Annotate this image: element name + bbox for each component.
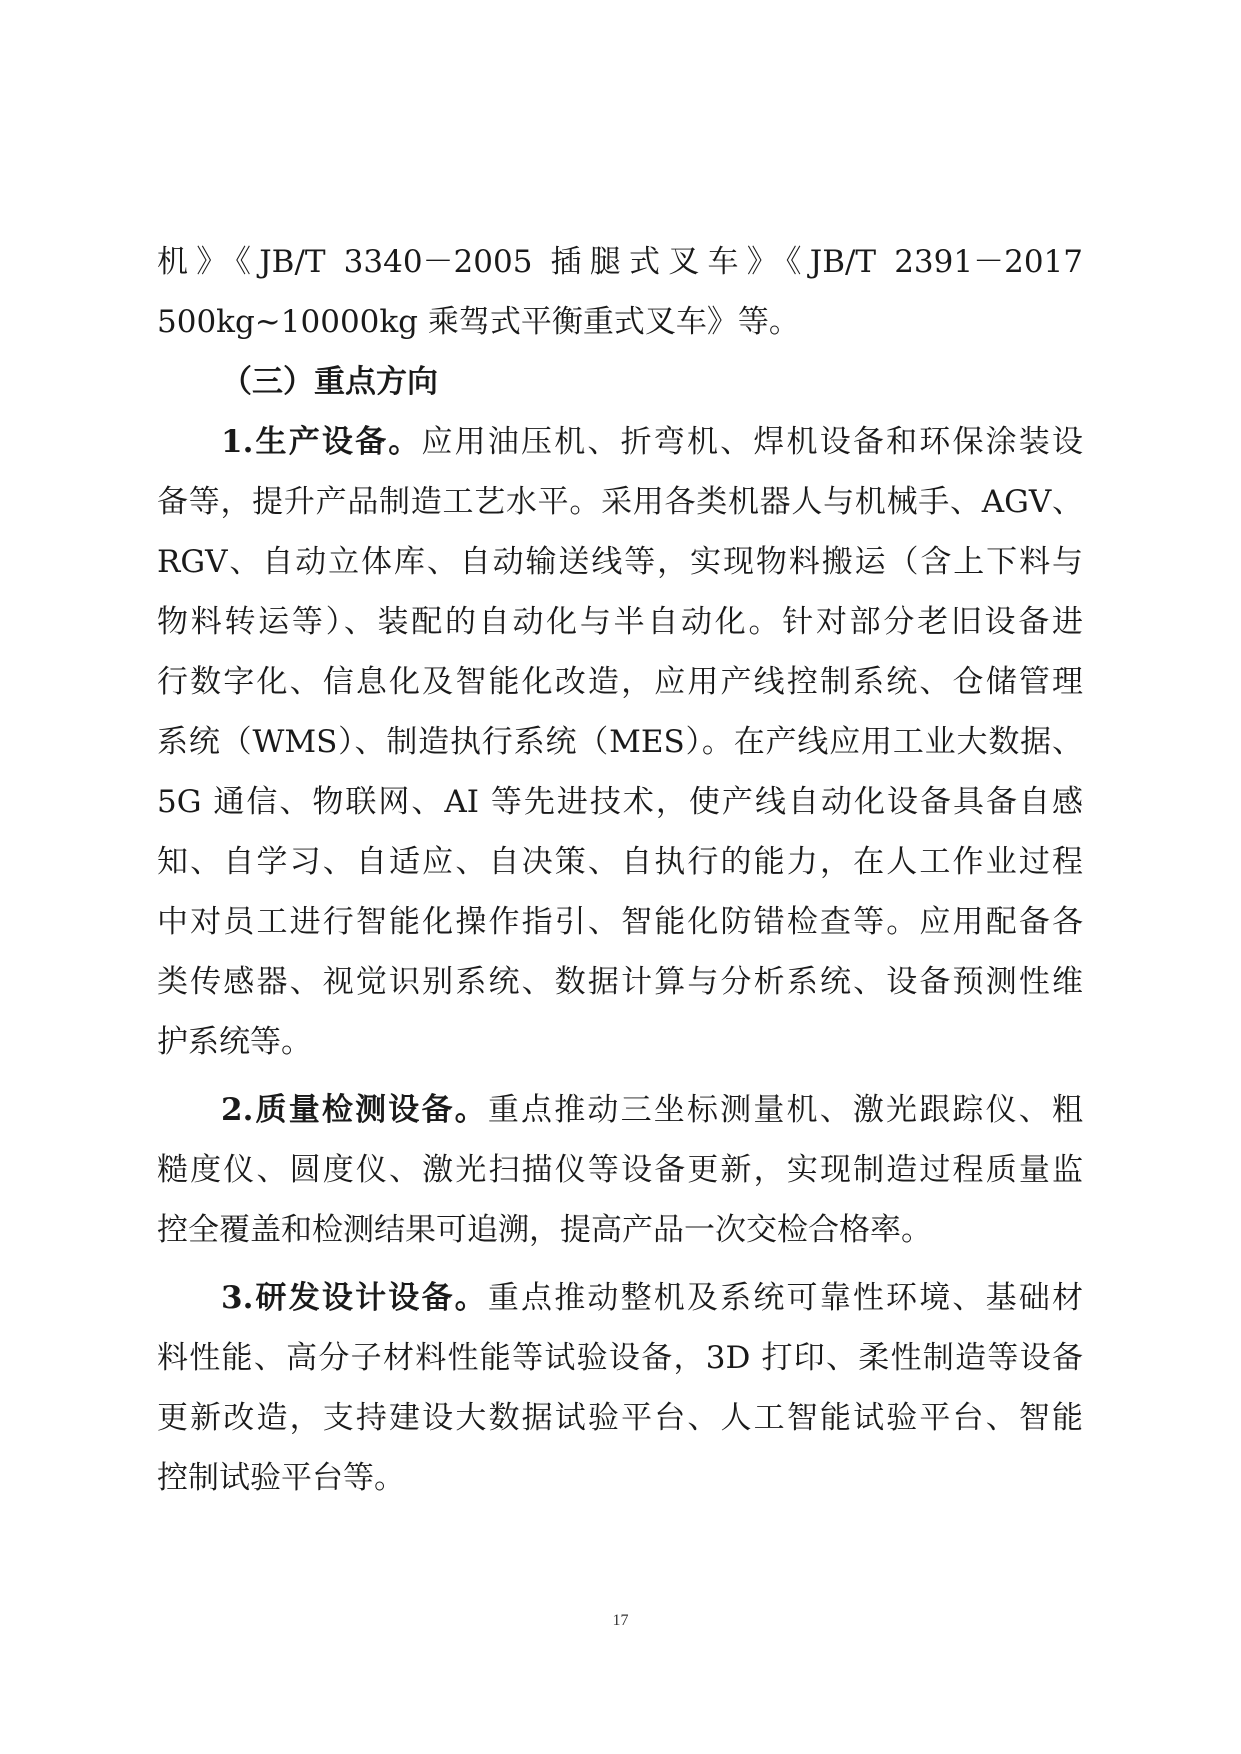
body-line: 系统（WMS）、制造执行系统（MES）。在产线应用工业大数据、: [157, 724, 1083, 760]
body-line: RGV、自动立体库、自动输送线等，实现物料搬运（含上下料与: [157, 544, 1083, 580]
body-line: 物料转运等）、装配的自动化与半自动化。针对部分老旧设备进: [157, 604, 1083, 640]
item-3-text: 重点推动整机及系统可靠性环境、基础材: [487, 1280, 1083, 1316]
body-line: 行数字化、信息化及智能化改造，应用产线控制系统、仓储管理: [157, 664, 1083, 700]
item-2-title: 2.质量检测设备。: [221, 1092, 488, 1128]
body-line: 糙度仪、圆度仪、激光扫描仪等设备更新，实现制造过程质量监: [157, 1152, 1083, 1188]
item-1-text: 应用油压机、折弯机、焊机设备和环保涂装设: [421, 424, 1083, 460]
body-line: 中对员工进行智能化操作指引、智能化防错检查等。应用配备各: [157, 904, 1083, 940]
body-line: 知、自学习、自适应、自决策、自执行的能力，在人工作业过程: [157, 844, 1083, 880]
item-3-title: 3.研发设计设备。: [221, 1280, 488, 1316]
document-body: [157, 232, 1083, 1508]
body-line: 护系统等。: [157, 1024, 312, 1060]
page-number: 17: [612, 1612, 629, 1629]
item-3-first-line: [157, 1268, 1083, 1328]
body-line: 更新改造，支持建设大数据试验平台、人工智能试验平台、智能: [157, 1400, 1083, 1436]
item-2-first-line: [157, 1080, 1083, 1140]
body-line: 控制试验平台等。: [157, 1460, 405, 1496]
body-line: 5G 通信、物联网、AI 等先进技术，使产线自动化设备具备自感: [157, 784, 1083, 820]
body-line: 控全覆盖和检测结果可追溯，提高产品一次交检合格率。: [157, 1212, 932, 1248]
item-1-first-line: [157, 412, 1083, 472]
section-heading: （三）重点方向: [221, 364, 438, 400]
body-line: 机》《JB/T 3340－2005 插腿式叉车》《JB/T 2391－2017: [157, 244, 1083, 280]
item-1-title: 1.生产设备。: [221, 424, 422, 460]
body-line: 500kg~10000kg 乘驾式平衡重式叉车》等。: [157, 304, 800, 340]
body-line: 备等，提升产品制造工艺水平。采用各类机器人与机械手、AGV、: [157, 484, 1083, 520]
body-line: 料性能、高分子材料性能等试验设备，3D 打印、柔性制造等设备: [157, 1340, 1083, 1376]
item-2-text: 重点推动三坐标测量机、激光跟踪仪、粗: [487, 1092, 1083, 1128]
body-line: 类传感器、视觉识别系统、数据计算与分析系统、设备预测性维: [157, 964, 1083, 1000]
